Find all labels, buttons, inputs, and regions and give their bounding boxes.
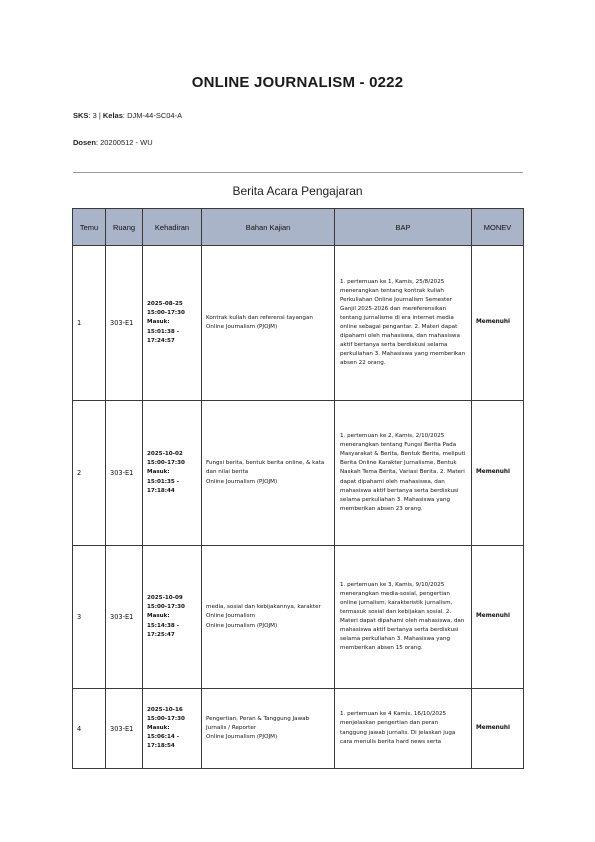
cell-bahan-kajian (202, 689, 335, 769)
lecturer-info (73, 138, 153, 147)
cell-bahan-kajian (202, 546, 335, 689)
cell-ruang: 303-E1 (106, 401, 143, 546)
cell-kehadiran: 2025-10-02 15:00-17:30 Masuk: 15:01:35 - 17:18:44 (143, 401, 202, 546)
table-row (73, 546, 524, 689)
cell-ruang: 303-E1 (106, 246, 143, 401)
cell-kehadiran: 2025-10-09 15:00-17:30 Masuk: 15:14:38 - 17:25:47 (143, 546, 202, 689)
cell-ruang: 303-E1 (106, 546, 143, 689)
cell-bahan-kajian (202, 401, 335, 546)
col-header-bap: BAP (335, 209, 472, 246)
course-info (73, 111, 182, 120)
table-row (73, 246, 524, 401)
bahan-kajian-topic: Fungsi berita, bentuk berita online, & kata dan nilai berita (206, 460, 325, 476)
bahan-kajian-course: Online Journalism (PJOJM) (206, 622, 278, 629)
bahan-kajian-course: Online Journalism (PJOJM) (206, 324, 278, 330)
cell-monev: Memenuhi (472, 689, 524, 769)
dosen-label: Dosen (73, 138, 96, 147)
cell-temu: 1 (73, 246, 106, 401)
bahan-kajian-topic: Pengertian, Peran & Tanggung Jawab Jurnalis / Reporter (206, 715, 310, 731)
cell-bap: 1. pertemuan ke 2, Kamis, 2/10/2025 menerangkan tentang Fungsi Berita Pada Masyarakat & Berita, Bentuk Berita, meliputi Berita Online Karakter Jurnalisme, Bentuk Naskah Tema Berita, Variasi Berita. 2. Materi dapat dipahami oleh mahasiswa, dan mahasiswa aktif bertanya serta berdiskusi selama perkuliahan 3. Mahasiswa yang memberikan absen 23 orang. (335, 401, 472, 546)
col-header-temu: Temu (73, 209, 106, 246)
sks-value: : 3 | (88, 111, 103, 120)
bahan-kajian-topic: Kontrak kuliah dan referensi tayangan (206, 314, 313, 321)
table-row (73, 689, 524, 769)
cell-bap: 1. pertemuan ke 3, Kamis, 9/10/2025 menerangkan media-sosial, pengertian online jurnalism, karakteristik jurnalism, termasuk sosial dan kebijakan sosial. 2. Materi dapat dipahami oleh mahasiswa, dan mahasiswa aktif bertanya serta berdiskusi selama perkuliahan 3. Mahasiswa yang memberikan absen 15 orang. (335, 546, 472, 689)
kelas-label: Kelas (102, 111, 123, 120)
bahan-kajian-course: Online Journalism (PJOJM) (206, 478, 278, 485)
cell-temu: 4 (73, 689, 106, 769)
cell-monev: Memenuhi (472, 401, 524, 546)
cell-temu: 3 (73, 546, 106, 689)
cell-bap: 1. pertemuan ke 1, Kamis, 25/8/2025 menerangkan tentang kontrak kuliah Perkuliahan Online Journalism Semester Ganjil 2025-2026 dan mereferensikan tentang jurnalisme di era internet media online sebagai pengantar. 2. Materi dapat dipahami oleh mahasiswa, dan mahasiswa aktif bertanya serta berdiskusi selama perkuliahan 3. Mahasiswa yang memberikan absen 22 orang. (335, 246, 472, 401)
kelas-value: : DJM-44-SC04-A (122, 111, 183, 120)
bahan-kajian-topic: media, sosial dan kebijakannya, karakter Online Journalism (206, 604, 321, 620)
bahan-kajian-course: Online Journalism (PJOJM) (206, 734, 278, 741)
cell-kehadiran: 2025-10-16 15:00-17:30 Masuk: 15:06:14 - 17:18:54 (143, 689, 202, 769)
cell-bahan-kajian (202, 246, 335, 401)
col-header-ruang: Ruang (106, 209, 143, 246)
col-header-bahan-kajian: Bahan Kajian (202, 209, 335, 246)
cell-monev: Memenuhi (472, 546, 524, 689)
cell-ruang: 303-E1 (106, 689, 143, 769)
col-header-monev: MONEV (472, 209, 524, 246)
cell-kehadiran: 2025-08-25 15:00-17:30 Masuk: 15:01:38 - 17:24:57 (143, 246, 202, 401)
cell-monev: Memenuhi (472, 246, 524, 401)
sks-label: SKS (73, 111, 89, 120)
document-title: ONLINE JOURNALISM - 0222 (191, 74, 404, 91)
dosen-value: : 20200512 - WU (95, 138, 153, 147)
cell-temu: 2 (73, 401, 106, 546)
cell-bap: 1. pertemuan ke 4 Kamis, 16/10/2025 menjelaskan pengertian dan peran tanggung jawab jurnalis. Di jelaskan juga cara menulis berita hard news serta (335, 689, 472, 769)
table-row (73, 401, 524, 546)
col-header-kehadiran: Kehadiran (143, 209, 202, 246)
section-title: Berita Acara Pengajaran (232, 184, 363, 198)
divider (73, 172, 523, 173)
table-header-row (73, 209, 524, 246)
teaching-record-table (72, 208, 524, 769)
